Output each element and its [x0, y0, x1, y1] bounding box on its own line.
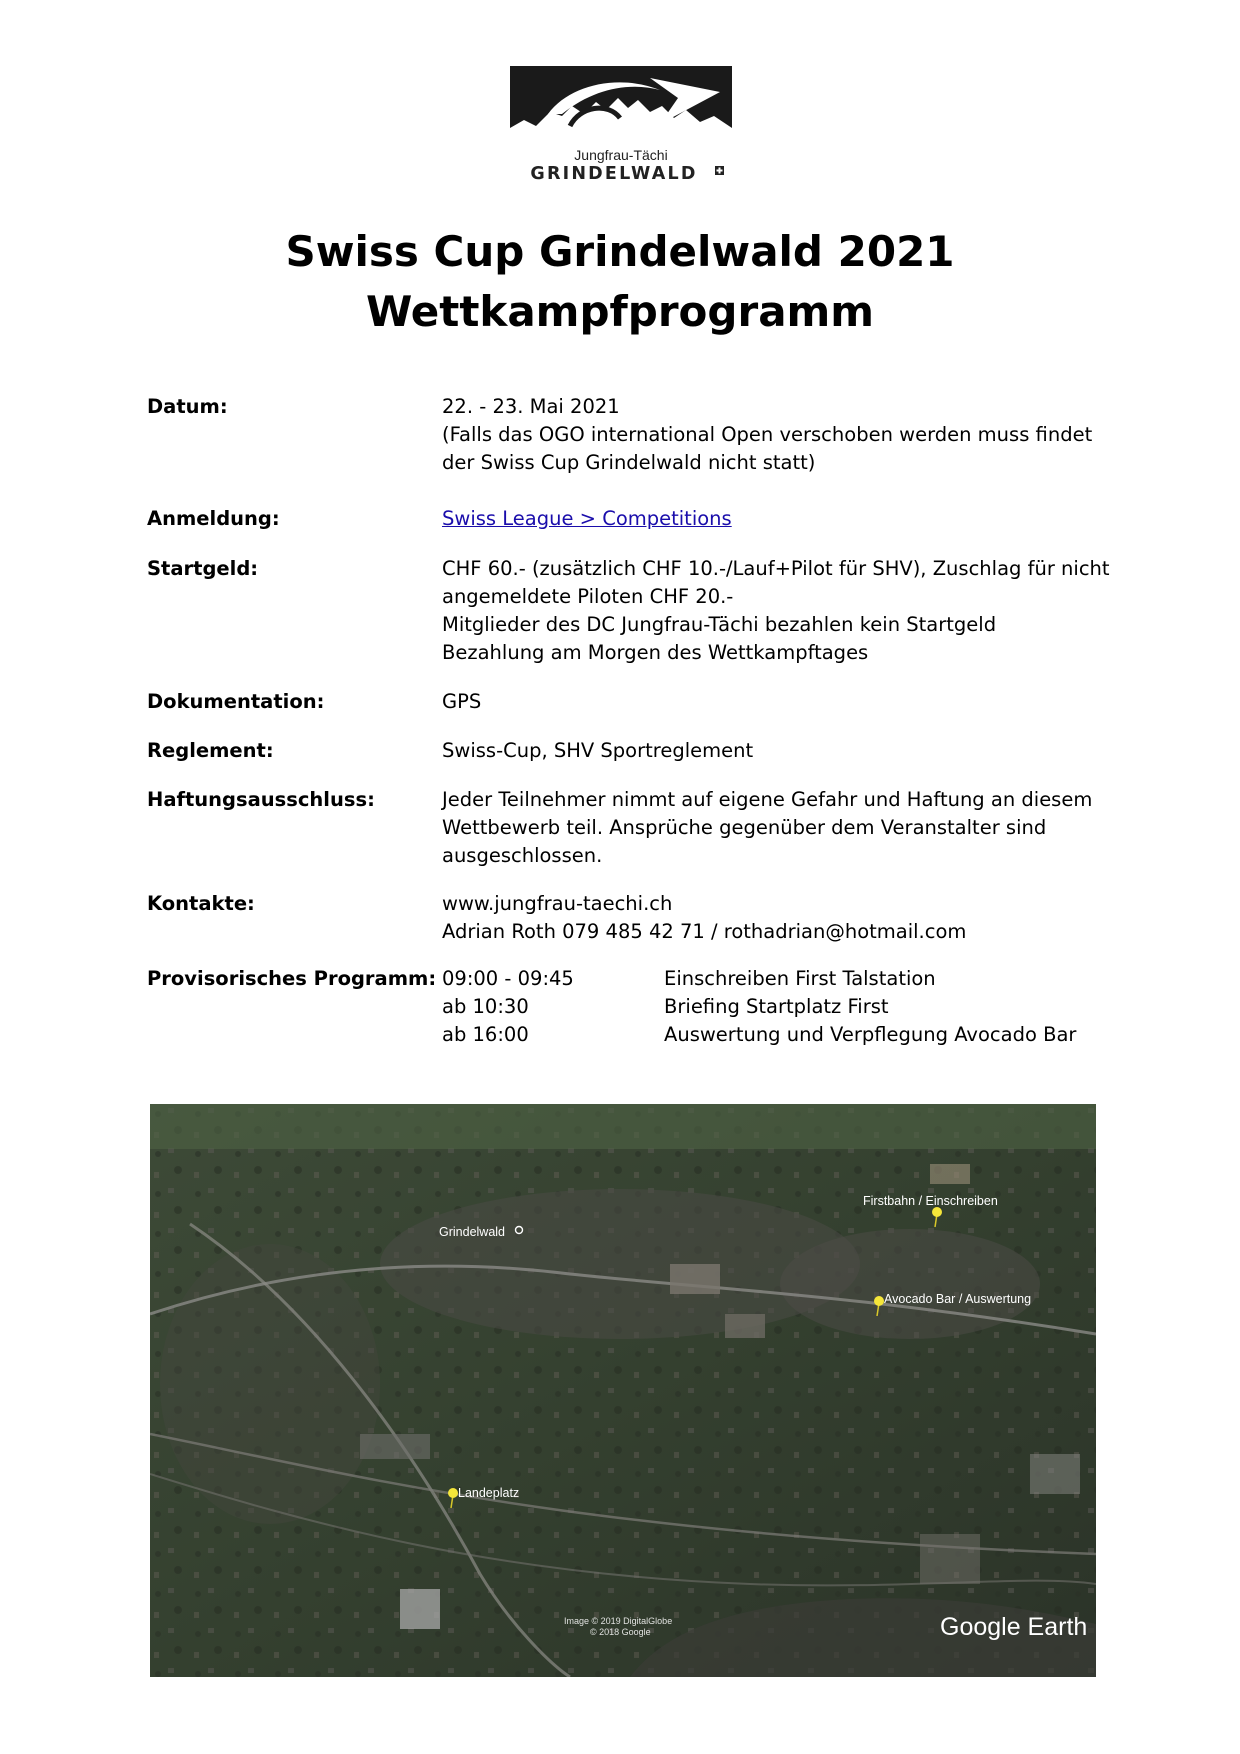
startgeld-label: Startgeld: — [147, 557, 259, 580]
google-earth-logo: Google Earth — [940, 1613, 1088, 1641]
datum-line: der Swiss Cup Grindelwald nicht statt) — [442, 451, 816, 474]
programm-label: Provisorisches Programm: — [147, 967, 437, 990]
map-marker-label: Landeplatz — [458, 1486, 520, 1500]
kontakte-value — [442, 890, 1082, 946]
haftung-value — [442, 786, 1093, 870]
map-credit: Image © 2019 DigitalGlobe — [564, 1616, 673, 1626]
datum-value — [442, 393, 1093, 477]
map-credit: © 2018 Google — [590, 1627, 651, 1637]
programm-time: ab 10:30 — [442, 995, 529, 1018]
haftung-line: ausgeschlossen. — [442, 844, 603, 867]
registration-link[interactable]: Swiss League > Competitions — [442, 507, 732, 530]
datum-line: 22. - 23. Mai 2021 — [442, 395, 620, 418]
programm-desc: Briefing Startplatz First — [664, 995, 889, 1018]
title-line-2: Wettkampfprogramm — [365, 287, 875, 336]
title-line-1: Swiss Cup Grindelwald 2021 — [285, 227, 955, 276]
kontakte-person: Adrian Roth 079 485 42 71 / rothadrian@hotmail.com — [442, 920, 967, 943]
haftung-label: Haftungsausschluss: — [147, 788, 375, 811]
map-marker-label: Firstbahn / Einschreiben — [863, 1194, 998, 1208]
logo-name: GRINDELWALD — [530, 164, 698, 184]
startgeld-line: Mitglieder des DC Jungfrau-Tächi bezahlen kein Startgeld — [442, 613, 997, 636]
dokumentation-value: GPS — [442, 690, 482, 713]
dokumentation-label: Dokumentation: — [147, 690, 325, 713]
haftung-line: Jeder Teilnehmer nimmt auf eigene Gefahr und Haftung an diesem — [442, 788, 1093, 811]
startgeld-value — [442, 555, 1110, 667]
programm-desc: Auswertung und Verpflegung Avocado Bar — [664, 1023, 1077, 1046]
startgeld-line: CHF 60.- (zusätzlich CHF 10.-/Lauf+Pilot für SHV), Zuschlag für nicht — [442, 557, 1110, 580]
logo-subtitle: Jungfrau-Tächi — [574, 147, 668, 163]
page-title — [0, 222, 1240, 342]
startgeld-line: Bezahlung am Morgen des Wettkampftages — [442, 641, 869, 664]
club-logo — [510, 66, 732, 184]
map-marker-label: Avocado Bar / Auswertung — [884, 1292, 1032, 1306]
map-place-label: Grindelwald — [439, 1225, 506, 1239]
reglement-label: Reglement: — [147, 739, 274, 762]
datum-label: Datum: — [147, 395, 228, 418]
haftung-line: Wettbewerb teil. Ansprüche gegenüber dem Veranstalter sind — [442, 816, 1047, 839]
satellite-map — [150, 1104, 1096, 1677]
datum-line: (Falls das OGO international Open verschoben werden muss findet — [442, 423, 1093, 446]
kontakte-label: Kontakte: — [147, 892, 255, 915]
reglement-value: Swiss-Cup, SHV Sportreglement — [442, 739, 754, 762]
programm-time: ab 16:00 — [442, 1023, 529, 1046]
kontakte-website: www.jungfrau-taechi.ch — [442, 892, 673, 915]
programm-time: 09:00 - 09:45 — [442, 967, 574, 990]
anmeldung-label: Anmeldung: — [147, 507, 280, 530]
startgeld-line: angemeldete Piloten CHF 20.- — [442, 585, 734, 608]
programm-desc: Einschreiben First Talstation — [664, 967, 936, 990]
